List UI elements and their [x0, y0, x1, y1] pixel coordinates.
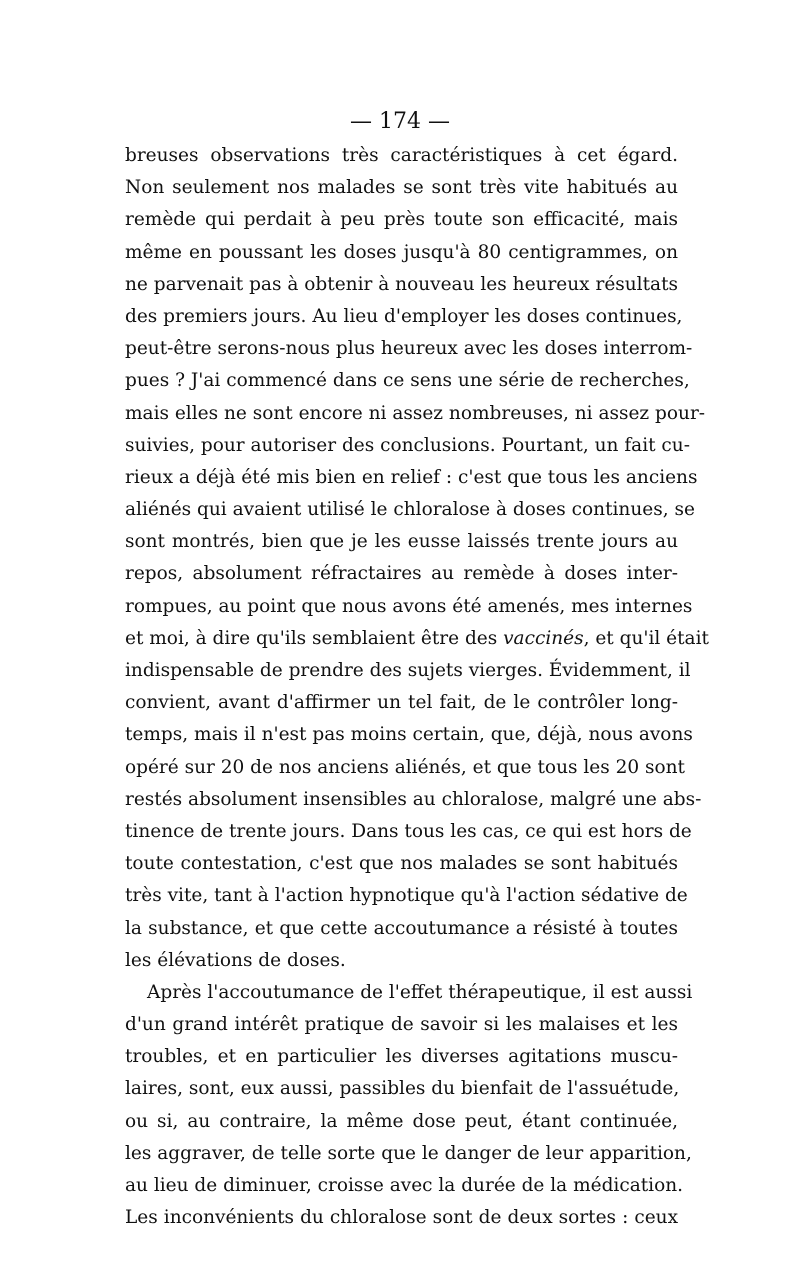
text-line: convient, avant d'affirmer un tel fait, de le contrôler long- [125, 692, 678, 714]
text-line: des premiers jours. Au lieu d'employer les doses continues, [125, 305, 683, 327]
text-line: ou si, au contraire, la même dose peut, étant continuée, [125, 1110, 678, 1132]
text-line: sont montrés, bien que je les eusse laissés trente jours au [125, 531, 678, 553]
text-line: au lieu de diminuer, croisse avec la durée de la médication. [125, 1175, 684, 1196]
text-line-with-emphasis [125, 623, 709, 655]
text-line: breuses observations très caractéristiques à cet égard. [125, 145, 678, 166]
text-line: d'un grand intérêt pratique de savoir si les malaises et les [125, 1014, 678, 1036]
text-line: indispensable de prendre des sujets vierges. Évidemment, il [125, 660, 691, 681]
text-line: la substance, et que cette accoutumance a résisté à toutes [125, 917, 678, 939]
text-line: ne parvenait pas à obtenir à nouveau les heureux résultats [125, 273, 678, 295]
page-number: — 174 — [350, 109, 450, 134]
paragraph-first-line: Après l'accoutumance de l'effet thérapeutique, il est aussi [147, 981, 693, 1003]
text-line: Non seulement nos malades se sont très vite habitués au [125, 177, 678, 199]
text-line: remède qui perdait à peu près toute son efficacité, mais [125, 209, 678, 231]
text-line: Les inconvénients du chloralose sont de deux sortes : ceux [125, 1207, 678, 1229]
text-line: aliénés qui avaient utilisé le chloralose à doses continues, se [125, 499, 695, 521]
text-line: même en poussant les doses jusqu'à 80 centigrammes, on [125, 241, 678, 263]
text-line: restés absolument insensibles au chloralose, malgré une abs- [125, 788, 702, 810]
body-text [125, 140, 709, 1234]
paragraph-last-line: les élévations de doses. [125, 949, 346, 971]
text-line: toute contestation, c'est que nos malades se sont habitués [125, 853, 678, 875]
text-line: troubles, et en particulier les diverses agitations muscu- [125, 1046, 678, 1068]
text-line: les aggraver, de telle sorte que le danger de leur apparition, [125, 1142, 692, 1164]
text-line: pues ? J'ai commencé dans ce sens une série de recherches, [125, 370, 690, 392]
text-line: laires, sont, eux aussi, passibles du bienfait de l'assuétude, [125, 1078, 680, 1100]
text-line: mais elles ne sont encore ni assez nombreuses, ni assez pour- [125, 402, 706, 424]
text-line: tinence de trente jours. Dans tous les cas, ce qui est hors de [125, 820, 692, 842]
text-line: rieux a déjà été mis bien en relief : c'est que tous les anciens [125, 466, 698, 488]
text-line: très vite, tant à l'action hypnotique qu'à l'action sédative de [125, 885, 688, 907]
text-segment: et moi, à dire qu'ils semblaient être des [125, 627, 504, 649]
text-line: suivies, pour autoriser des conclusions. Pourtant, un fait cu- [125, 434, 690, 456]
text-line: opéré sur 20 de nos anciens aliénés, et que tous les 20 sont [125, 756, 685, 778]
text-line: repos, absolument réfractaires au remède à doses inter- [125, 563, 678, 585]
emphasized-word: vaccinés [503, 627, 584, 649]
text-line: rompues, au point que nous avons été amenés, mes internes [125, 595, 693, 617]
text-segment: , et qu'il était [583, 627, 709, 649]
text-line: temps, mais il n'est pas moins certain, que, déjà, nous avons [125, 724, 693, 746]
text-line: peut-être serons-nous plus heureux avec les doses interrom- [125, 338, 693, 360]
